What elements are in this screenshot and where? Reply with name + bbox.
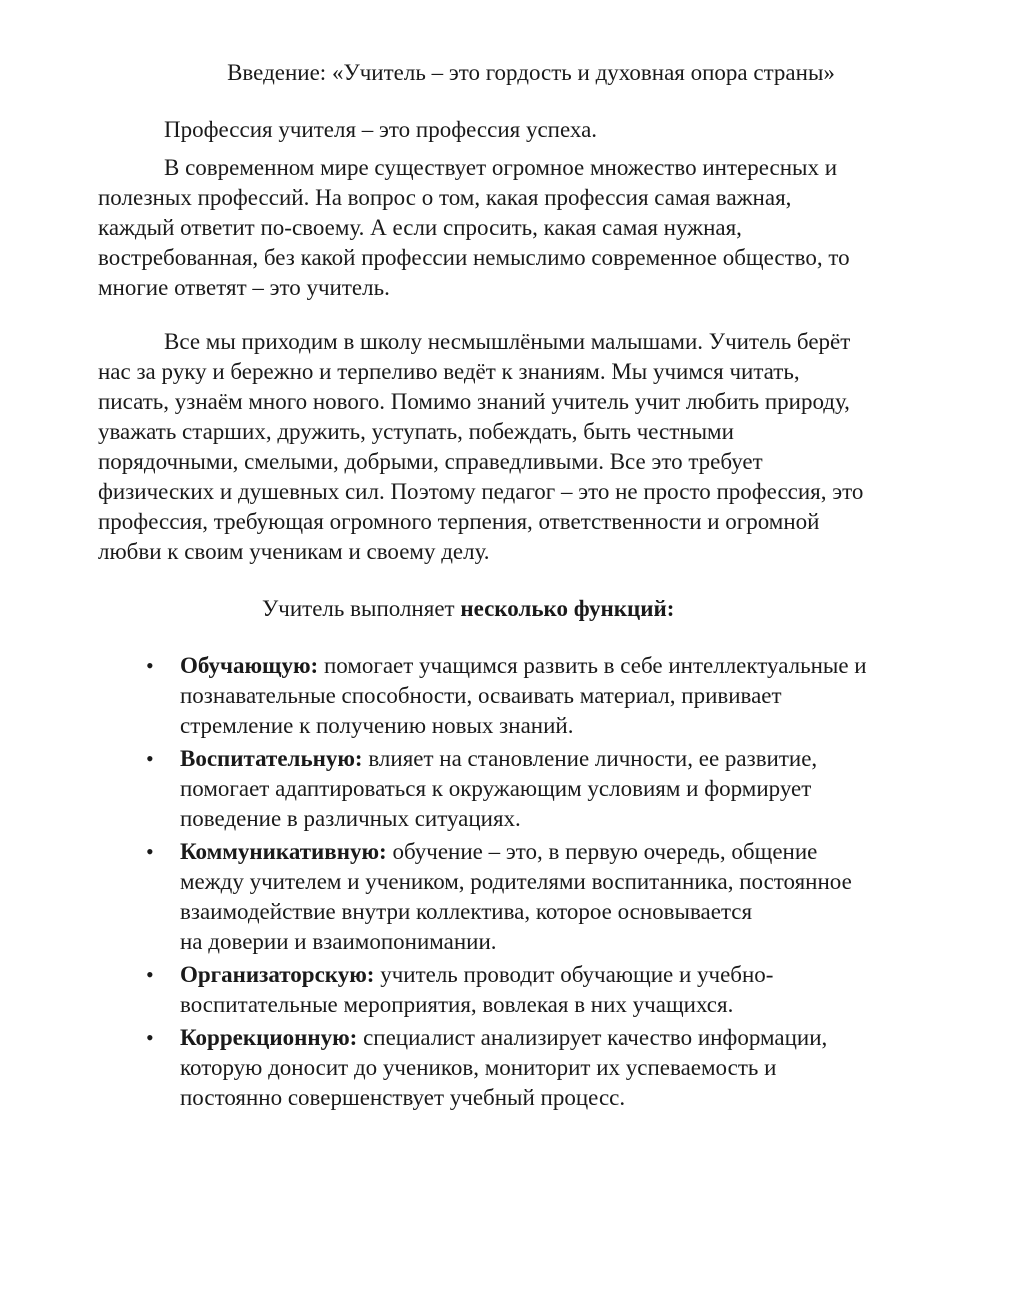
function-text: специалист анализирует качество информации,: [357, 1025, 828, 1050]
function-text: влияет на становление личности, ее развитие,: [362, 746, 818, 771]
bullet-icon: •: [146, 962, 154, 987]
bullet-icon: •: [146, 653, 154, 678]
list-item: [146, 651, 980, 741]
bullet-icon: •: [146, 746, 154, 771]
function-text: обучение – это, в первую очередь, общение: [386, 839, 818, 864]
list-item-line: помогает адаптироваться к окружающим условиям и формирует: [180, 776, 812, 801]
paragraph-line: каждый ответит по-своему. А если спросить, какая самая нужная,: [98, 215, 742, 240]
list-item-line: [180, 837, 980, 867]
list-item-line: стремление к получению новых знаний.: [180, 713, 574, 738]
paragraph-line: многие ответят – это учитель.: [98, 275, 390, 300]
list-item-line: [180, 1023, 980, 1053]
function-term: Коммуникативную:: [180, 839, 387, 864]
paragraph-2: [98, 327, 978, 567]
bullet-icon: •: [146, 1025, 154, 1050]
list-item-line: взаимодействие внутри коллектива, которое основывается: [180, 899, 753, 924]
functions-heading: [262, 594, 674, 624]
paragraph-line: востребованная, без какой профессии немыслимо современное общество, то: [98, 245, 850, 270]
list-item: [146, 837, 980, 957]
paragraph-line: любви к своим ученикам и своему делу.: [98, 539, 490, 564]
intro-line: [98, 115, 978, 145]
intro-line-text: Профессия учителя – это профессия успеха.: [164, 117, 598, 142]
function-text: учитель проводит обучающие и учебно-: [374, 962, 774, 987]
paragraph-line: профессия, требующая огромного терпения, ответственности и огромной: [98, 509, 820, 534]
list-item-line: на доверии и взаимопонимании.: [180, 929, 497, 954]
function-term: Организаторскую:: [180, 962, 375, 987]
paragraph-line: уважать старших, дружить, уступать, побеждать, быть честными: [98, 419, 734, 444]
list-item-line: [180, 960, 980, 990]
paragraph-1: [98, 153, 978, 303]
list-item-line: которую доносит до учеников, мониторит их успеваемость и: [180, 1055, 777, 1080]
function-term: Воспитательную:: [180, 746, 363, 771]
list-item-line: [180, 651, 980, 681]
paragraph-line: полезных профессий. На вопрос о том, какая профессия самая важная,: [98, 185, 792, 210]
bullet-icon: •: [146, 839, 154, 864]
paragraph-line: В современном мире существует огромное множество интересных и: [164, 155, 838, 180]
paragraph-line: физических и душевных сил. Поэтому педагог – это не просто профессия, это: [98, 479, 864, 504]
function-term: Коррекционную:: [180, 1025, 358, 1050]
paragraph-line: Все мы приходим в школу несмышлёными малышами. Учитель берёт: [164, 329, 851, 354]
list-item: [146, 744, 980, 834]
paragraph-line: нас за руку и бережно и терпеливо ведёт к знаниям. Мы учимся читать,: [98, 359, 800, 384]
list-item-line: поведение в различных ситуациях.: [180, 806, 521, 831]
functions-heading-plain: Учитель выполняет: [262, 596, 461, 621]
list-item-line: [180, 744, 980, 774]
function-term: Обучающую:: [180, 653, 319, 678]
document-title: Введение: «Учитель – это гордость и духовная опора страны»: [227, 60, 835, 85]
list-item: [146, 1023, 980, 1113]
functions-list: [146, 651, 980, 1116]
list-item-line: постоянно совершенствует учебный процесс.: [180, 1085, 626, 1110]
functions-heading-bold: несколько функций:: [460, 596, 675, 621]
paragraph-line: порядочными, смелыми, добрыми, справедливыми. Все это требует: [98, 449, 763, 474]
paragraph-line: писать, узнаём много нового. Помимо знаний учитель учит любить природу,: [98, 389, 850, 414]
list-item-line: между учителем и учеником, родителями воспитанника, постоянное: [180, 869, 852, 894]
list-item-line: познавательные способности, осваивать материал, прививает: [180, 683, 782, 708]
list-item: [146, 960, 980, 1020]
function-text: помогает учащимся развить в себе интеллектуальные и: [318, 653, 867, 678]
list-item-line: воспитательные мероприятия, вовлекая в них учащихся.: [180, 992, 734, 1017]
